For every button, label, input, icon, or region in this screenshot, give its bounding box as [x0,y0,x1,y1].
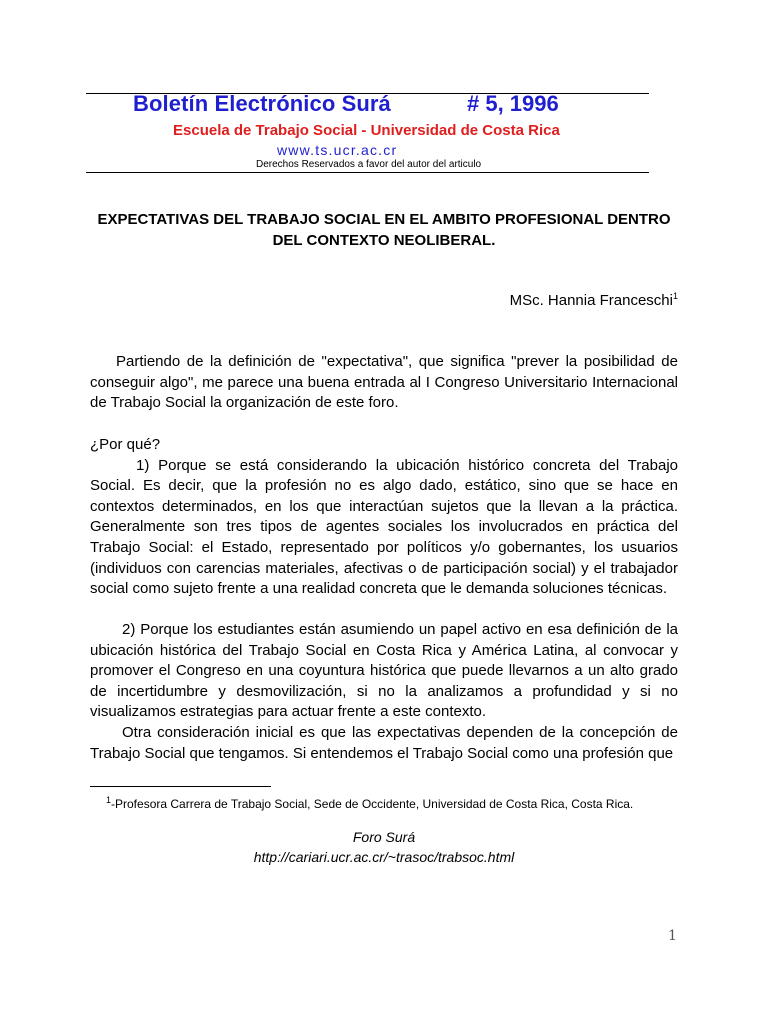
header-bottom-rule [86,172,649,173]
school-name: Escuela de Trabajo Social - Universidad de Costa Rica [173,122,560,139]
forum-link[interactable]: http://cariari.ucr.ac.cr/~trasoc/trabsoc.html [253,849,515,865]
paragraph-consideration: Otra consideración inicial es que las expectativas dependen de la concepción de Trabajo Social que tengamos. Si entendemos el Trabajo Social como una profesión que [90,723,678,762]
question-line: ¿Por qué? [90,436,161,453]
website-link[interactable]: www.ts.ucr.ac.cr [277,142,398,158]
paragraph-point-2: 2) Porque los estudiantes están asumiendo un papel activo en esa definición de la ubicación histórica del Trabajo Social en Costa Rica y América Latina, al convocar y promover el Congreso en una coyuntura histórica que puede llevarnos a un alto grado de incertidumbre y desmovilización, si no la analizamos a profundidad y si no visualizamos estrategias para actuar frente a este contexto. [90,621,678,721]
article-body-2 [90,435,678,600]
page-footer [0,827,768,867]
footnote-text: -Profesora Carrera de Trabajo Social, Sede de Occidente, Universidad de Costa Rica, Costa Rica. [111,797,634,811]
article-title: EXPECTATIVAS DEL TRABAJO SOCIAL EN EL AMBITO PROFESIONAL DENTRO DEL CONTEXTO NEOLIBERAL. [97,211,671,249]
footnote-marker: 1 [672,291,678,301]
footnote-rule [90,786,271,787]
footnote-number: 1 [106,795,112,805]
author-name: MSc. Hannia Franceschi [509,292,673,309]
footnote [106,795,633,811]
article-body-3 [90,620,678,764]
rights-notice: Derechos Reservados a favor del autor del articulo [256,159,482,170]
article-body [90,352,678,414]
page-number: 1 [668,928,677,944]
forum-name: Foro Surá [352,829,416,845]
paragraph-point-1: 1) Porque se está considerando la ubicación histórico concreta del Trabajo Social. Es decir, que la profesión no es algo dado, estático, sino que se hace en contextos determinados, en los que interactúan sujetos que la llevan a la práctica. Generalmente son tres tipos de agentes sociales los involucrados en práctica del Trabajo Social: el Estado, representado por políticos y/o gobernantes, los usuarios (individuos con carencias materiales, afectivas o de participación social) y el trabajador social como sujeto frente a una realidad concreta que le demanda soluciones técnicas. [90,456,678,598]
bulletin-title: Boletín Electrónico Surá [133,91,391,116]
issue-number: # 5, 1996 [467,91,559,116]
paragraph-intro: Partiendo de la definición de "expectativa", que significa "prever la posibilidad de conseguir algo", me parece una buena entrada al I Congreso Universitario Internacional de Trabajo Social la organización de este foro. [90,353,678,412]
author-line [510,291,678,309]
